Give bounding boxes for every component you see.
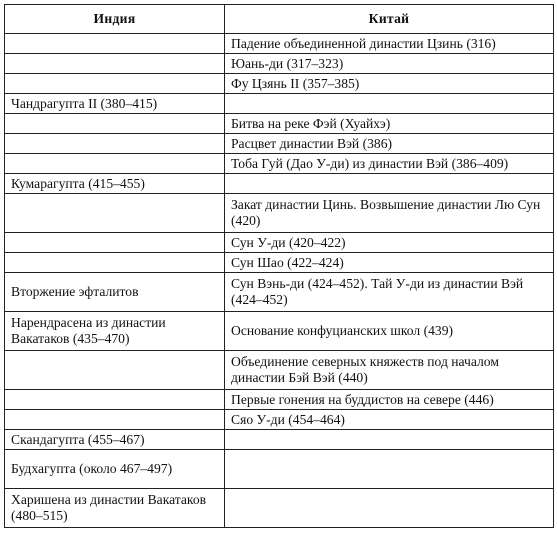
india-cell: Скандагупта (455–467) bbox=[5, 430, 225, 450]
china-cell: Тоба Гуй (Дао У-ди) из династии Вэй (386–409) bbox=[225, 154, 554, 174]
china-cell: Сяо У-ди (454–464) bbox=[225, 410, 554, 430]
india-cell bbox=[5, 253, 225, 273]
india-cell bbox=[5, 114, 225, 134]
table-row bbox=[5, 34, 554, 54]
china-cell: Закат династии Цинь. Возвышение династии Лю Сун (420) bbox=[225, 194, 554, 233]
china-cell: Сун Вэнь-ди (424–452). Тай У-ди из династии Вэй (424–452) bbox=[225, 273, 554, 312]
china-cell: Сун У-ди (420–422) bbox=[225, 233, 554, 253]
india-cell bbox=[5, 54, 225, 74]
table-row bbox=[5, 489, 554, 528]
india-cell bbox=[5, 390, 225, 410]
table-row bbox=[5, 253, 554, 273]
india-cell: Харишена из династии Вакатаков (480–515) bbox=[5, 489, 225, 528]
header-india: Индия bbox=[5, 5, 225, 34]
india-cell bbox=[5, 154, 225, 174]
china-cell bbox=[225, 94, 554, 114]
chronology-table bbox=[4, 4, 554, 528]
table-row bbox=[5, 74, 554, 94]
table-row bbox=[5, 450, 554, 489]
china-cell: Первые гонения на буддистов на севере (446) bbox=[225, 390, 554, 410]
china-cell bbox=[225, 489, 554, 528]
india-cell bbox=[5, 34, 225, 54]
india-cell bbox=[5, 351, 225, 390]
table-row bbox=[5, 390, 554, 410]
table-row bbox=[5, 94, 554, 114]
table-row bbox=[5, 312, 554, 351]
table-row bbox=[5, 351, 554, 390]
table-row bbox=[5, 410, 554, 430]
china-cell: Сун Шао (422–424) bbox=[225, 253, 554, 273]
table-row bbox=[5, 233, 554, 253]
india-cell: Чандрагупта II (380–415) bbox=[5, 94, 225, 114]
china-cell: Фу Цзянь II (357–385) bbox=[225, 74, 554, 94]
india-cell: Кумарагупта (415–455) bbox=[5, 174, 225, 194]
table-row bbox=[5, 54, 554, 74]
india-cell: Будхагупта (около 467–497) bbox=[5, 450, 225, 489]
header-china: Китай bbox=[225, 5, 554, 34]
china-cell: Юань-ди (317–323) bbox=[225, 54, 554, 74]
india-cell bbox=[5, 194, 225, 233]
table-row bbox=[5, 273, 554, 312]
india-cell bbox=[5, 410, 225, 430]
table-row bbox=[5, 430, 554, 450]
india-cell bbox=[5, 233, 225, 253]
china-cell bbox=[225, 174, 554, 194]
india-cell: Вторжение эфталитов bbox=[5, 273, 225, 312]
india-cell bbox=[5, 74, 225, 94]
china-cell bbox=[225, 430, 554, 450]
china-cell: Битва на реке Фэй (Хуайхэ) bbox=[225, 114, 554, 134]
table-row bbox=[5, 174, 554, 194]
table-row bbox=[5, 114, 554, 134]
china-cell: Падение объединенной династии Цзинь (316) bbox=[225, 34, 554, 54]
india-cell: Нарендрасена из династии Вакатаков (435–470) bbox=[5, 312, 225, 351]
china-cell: Объединение северных княжеств под началом династии Бэй Вэй (440) bbox=[225, 351, 554, 390]
china-cell: Расцвет династии Вэй (386) bbox=[225, 134, 554, 154]
china-cell bbox=[225, 450, 554, 489]
header-row bbox=[5, 5, 554, 34]
table-row bbox=[5, 134, 554, 154]
india-cell bbox=[5, 134, 225, 154]
table-row bbox=[5, 194, 554, 233]
table-row bbox=[5, 154, 554, 174]
china-cell: Основание конфуцианских школ (439) bbox=[225, 312, 554, 351]
